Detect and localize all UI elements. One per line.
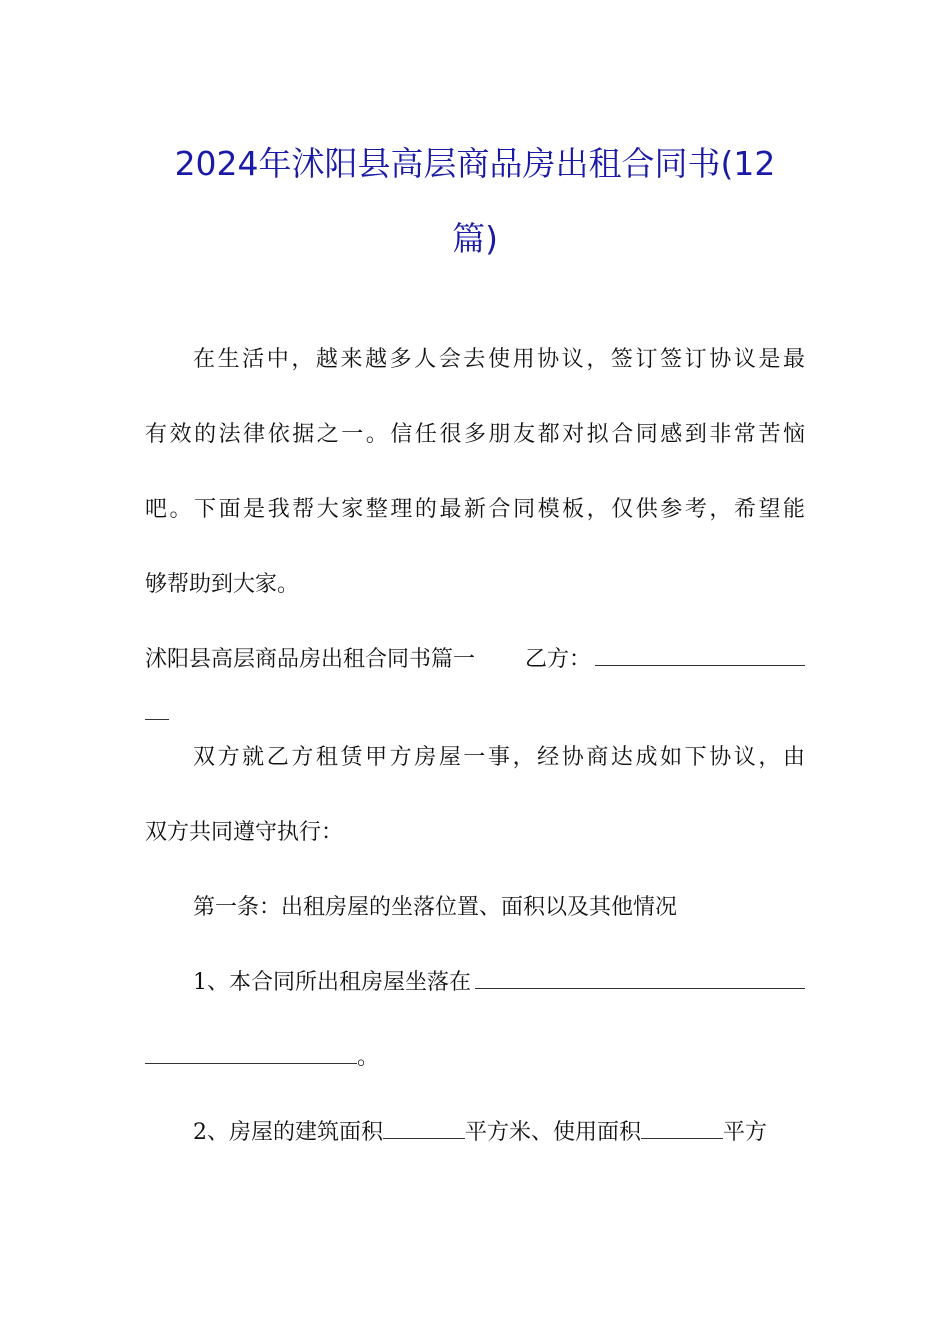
intro-line-1: 在生活中，越来越多人会去使用协议，签订签订协议是最	[193, 347, 805, 372]
intro-line-4: 够帮助到大家。	[145, 572, 300, 597]
intro-line-2: 有效的法律依据之一。信任很多朋友都对拟合同感到非常苦恼	[145, 422, 805, 447]
party-b-label: 乙方：	[525, 647, 592, 672]
item-2-part-3: 平方	[723, 1120, 768, 1145]
item-1-row	[145, 945, 805, 1020]
item-2-part-2: 平方米、使用面积	[465, 1120, 642, 1145]
intro-line-3: 吧。下面是我帮大家整理的最新合同模板，仅供参考，希望能	[145, 497, 805, 522]
party-b-blank-end	[145, 697, 169, 720]
title-line-1: 2024年沭阳县高层商品房出租合同书(12	[174, 144, 776, 183]
agreement-line-1: 双方就乙方租赁甲方房屋一事，经协商达成如下协议，由	[193, 745, 805, 770]
document-title	[145, 126, 805, 276]
section-heading-row	[145, 622, 805, 697]
item-1-end: 。	[357, 1045, 380, 1070]
item-1-blank-end	[145, 1041, 357, 1064]
party-b-blank	[595, 645, 805, 666]
article-1-heading: 第一条：出租房屋的坐落位置、面积以及其他情况	[193, 895, 678, 920]
document-body	[145, 322, 805, 1170]
item-2-row	[145, 1095, 805, 1170]
item-1-blank	[475, 968, 805, 989]
item-2-blank-1	[383, 1116, 465, 1139]
item-1-continuation	[145, 1020, 805, 1095]
item-2-blank-2	[641, 1116, 723, 1139]
item-1-text: 1、本合同所出租房屋坐落在	[193, 970, 471, 995]
item-2-part-1: 2、房屋的建筑面积	[193, 1120, 383, 1145]
agreement-line-2: 双方共同遵守执行：	[145, 820, 344, 845]
party-b-blank-continuation	[145, 697, 805, 720]
title-line-2: 篇)	[452, 219, 498, 258]
section-heading: 沭阳县高层商品房出租合同书篇一	[145, 647, 476, 672]
